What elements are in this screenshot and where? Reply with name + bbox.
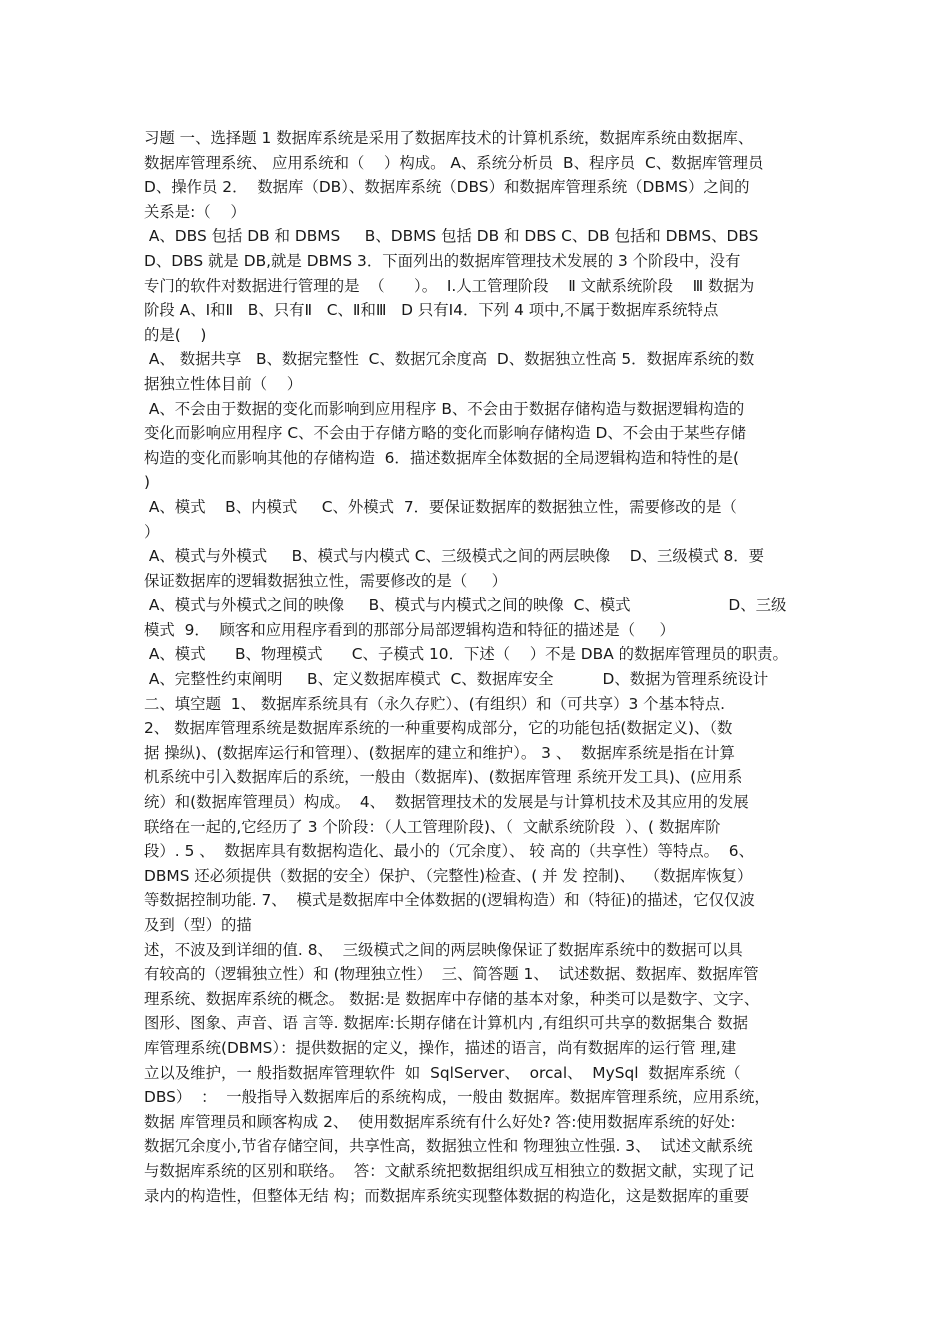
text-line: A、模式 B、内模式 C、外模式 7．要保证数据库的数据独立性，需要修改的是（: [144, 497, 737, 516]
text-line: A、模式与外模式之间的映像 B、模式与内模式之间的映像 C、模式 D、三级: [144, 596, 787, 615]
text-line: 数据 库管理员和顾客构成 2、 使用数据库系统有什么好处? 答:使用数据库系统的好处:: [144, 1112, 736, 1131]
text-line: 二、填空题 1、 数据库系统具有（永久存贮）、(有组织）和（可共享）3 个基本特点.: [144, 694, 726, 713]
text-line: 习题 一、选择题 1 数据库系统是采用了数据库技术的计算机系统，数据库系统由数据库、: [144, 129, 754, 147]
text-line: 数据库管理系统、 应用系统和（ ）构成。 A、系统分析员 B、程序员 C、数据库管理员: [144, 153, 764, 172]
text-line: 关系是:（ ）: [144, 202, 246, 221]
text-line: A、DBS 包括 DB 和 DBMS B、DBMS 包括 DB 和 DBS C、DB 包括和 DBMS、DBS: [144, 227, 759, 246]
text-line: 构造的变化而影响其他的存储构造 6．描述数据库全体数据的全局逻辑构造和特性的是(: [144, 448, 740, 467]
text-line: 及到（型）的描: [144, 916, 252, 934]
text-line: 变化而影响应用程序 C、不会由于存储方略的变化而影响存储构造 D、不会由于某些存储: [144, 424, 746, 443]
text-line: 段）. 5 、 数据库具有数据构造化、最小的（冗余度）、 较 高的（共享性）等特点。 6、: [144, 842, 754, 861]
text-line: DBMS 还必须提供（数据的安全）保护、（完整性)检查、( 并 发 控制)、 （数据库恢复）: [144, 866, 753, 885]
text-line: 保证数据库的逻辑数据独立性，需要修改的是（ ）: [144, 571, 508, 590]
text-line: ): [144, 473, 151, 492]
text-line: 2、 数据库管理系统是数据库系统的一种重要构成部分，它的功能包括(数据定义)、（数: [144, 719, 733, 738]
text-line: A、完整性约束阐明 B、定义数据库模式 C、数据库安全 D、数据为管理系统设计: [144, 670, 769, 689]
text-line: 录内的构造性，但整体无结 构；而数据库系统实现整体数据的构造化，这是数据库的重要: [144, 1186, 750, 1205]
text-line: ）: [144, 522, 160, 541]
text-line: A、模式与外模式 B、模式与内模式 C、三级模式之间的两层映像 D、三级模式 8．要: [144, 547, 765, 566]
text-line: 阶段 A、Ⅰ和Ⅱ B、只有Ⅱ C、Ⅱ和Ⅲ D 只有Ⅰ4．下列 4 项中,不属于数据库系统特点: [144, 301, 719, 320]
text-line: 理系统、数据库系统的概念。 数据:是 数据库中存储的基本对象，种类可以是数字、文字、: [144, 989, 760, 1008]
text-line: 述，不波及到详细的值. 8、 三级模式之间的两层映像保证了数据库系统中的数据可以具: [144, 940, 743, 959]
text-line: 联络在一起的,它经历了 3 个阶段：（人工管理阶段)、（ 文献系统阶段 ）、( 数据库阶: [144, 817, 721, 836]
text-line: 据 操纵)、(数据库运行和管理）、(数据库的建立和维护）。 3 、 数据库系统是指在计算: [144, 743, 735, 762]
text-line: 统）和(数据库管理员）构成。 4、 数据管理技术的发展是与计算机技术及其应用的发展: [144, 793, 749, 812]
text-line: 与数据库系统的区别和联络。 答：文献系统把数据组织成互相独立的数据文献，实现了记: [144, 1161, 755, 1180]
text-line: A、不会由于数据的变化而影响到应用程序 B、不会由于数据存储构造与数据逻辑构造的: [144, 399, 745, 418]
text-line: DBS） ： 一般指导入数据库后的系统构成，一般由 数据库。数据库管理系统，应用系统，: [144, 1088, 770, 1107]
text-line: 库管理系统(DBMS）：提供数据的定义，操作，描述的语言，尚有数据库的运行管 理,建: [144, 1038, 737, 1057]
text-line: D、DBS 就是 DB,就是 DBMS 3．下面列出的数据库管理技术发展的 3 个阶段中，没有: [144, 251, 741, 270]
text-line: 图形、图象、声音、语 言等. 数据库:长期存储在计算机内 ,有组织可共享的数据集合 数据: [144, 1014, 748, 1033]
document-body: [144, 126, 808, 1208]
text-line: 机系统中引入数据库后的系统，一般由（数据库)、(数据库管理 系统开发工具)、(应用系: [144, 768, 743, 787]
text-line: 数据冗余度小,节省存储空间，共享性高，数据独立性和 物理独立性强. 3、 试述文献系统: [144, 1137, 753, 1156]
text-line: 据独立性体目前（ ）: [144, 374, 303, 393]
text-line: 等数据控制功能. 7、 模式是数据库中全体数据的(逻辑构造）和（特征)的描述，它仅仅波: [144, 891, 755, 910]
text-line: D、操作员 2． 数据库（DB）、数据库系统（DBS）和数据库管理系统（DBMS）之间的: [144, 178, 750, 197]
text-line: 专门的软件对数据进行管理的是 （ ）。 Ⅰ.人工管理阶段 Ⅱ 文献系统阶段 Ⅲ 数据为: [144, 276, 755, 295]
text-line: 立以及维护，一 般指数据库管理软件 如 SqlServer、 orcal、 MySql 数据库系统（: [144, 1063, 741, 1082]
text-line: 模式 9． 顾客和应用程序看到的那部分局部逻辑构造和特征的描述是（ ）: [144, 620, 675, 639]
text-line: A、 数据共享 B、数据完整性 C、数据冗余度高 D、数据独立性高 5．数据库系统的数: [144, 350, 755, 369]
text-line: A、模式 B、物理模式 C、子模式 10．下述（ ）不是 DBA 的数据库管理员的职责。: [144, 645, 788, 664]
text-line: 的是( ): [144, 325, 207, 344]
text-line: 有较高的（逻辑独立性）和 (物理独立性） 三、简答题 1、 试述数据、数据库、数据库管: [144, 965, 759, 984]
